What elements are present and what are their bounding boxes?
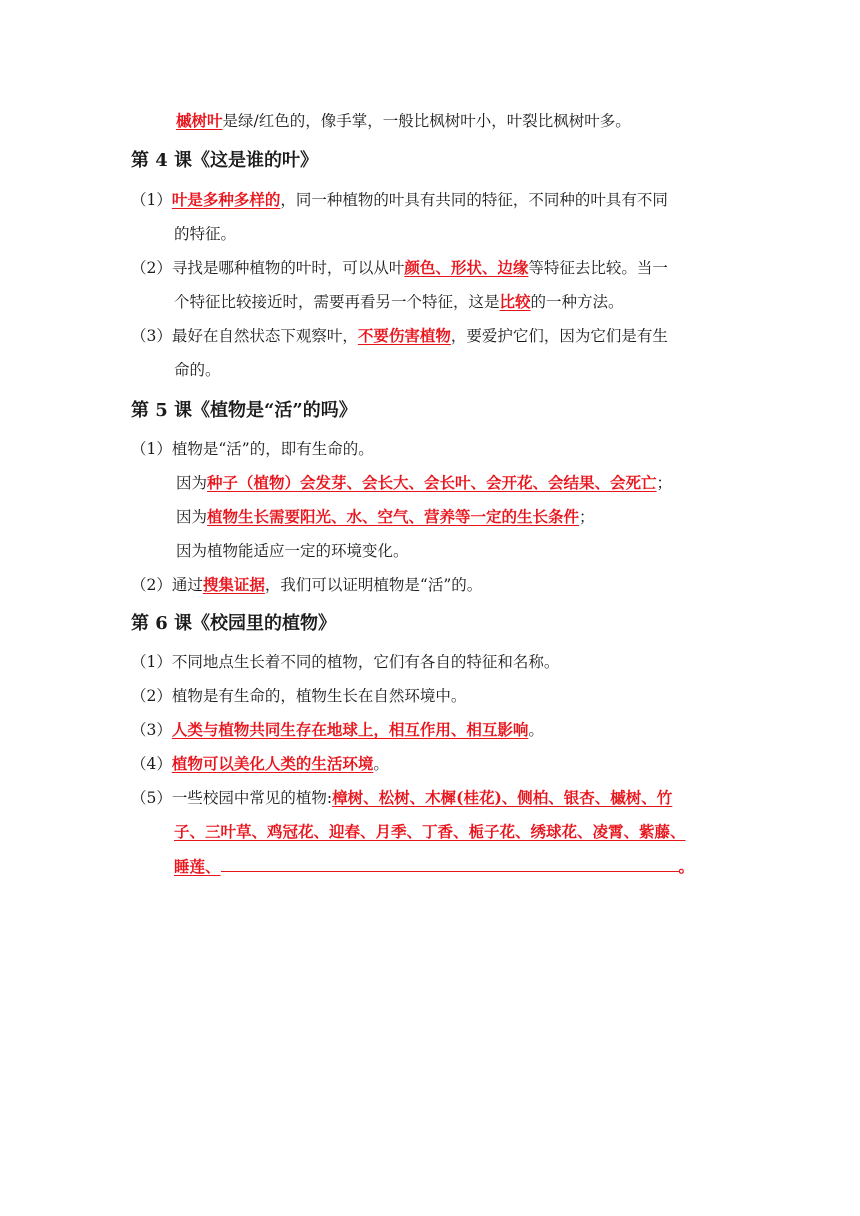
text: ，我们可以证明植物是“活”的。 — [264, 576, 483, 594]
highlight: 槭树叶 — [176, 111, 223, 130]
text: 一些校园中常见的植物: — [171, 789, 333, 807]
lesson6-p4 — [131, 753, 389, 775]
highlight: 不要伤害植物 — [357, 326, 451, 345]
item-number: （1） — [131, 191, 172, 209]
lesson6-title: 第 6 课《校园里的植物》 — [131, 613, 337, 634]
item-number: （2） — [131, 687, 172, 705]
text: 个特征比较接近时，需要再看另一个特征，这是 — [174, 293, 500, 311]
text: 不同地点生长着不同的植物，它们有各自的特征和名称。 — [171, 653, 560, 671]
text: ； — [656, 474, 673, 492]
text: 通过 — [171, 576, 203, 594]
text: 植物是“活”的，即有生命的。 — [171, 440, 374, 458]
highlight: 比较 — [499, 292, 531, 311]
text: ； — [579, 508, 595, 526]
text: 因为 — [176, 508, 208, 526]
lesson4-p3-cont: 命的。 — [174, 361, 221, 379]
lesson5-p2 — [131, 574, 482, 596]
text: 。 — [373, 755, 389, 773]
lesson5-title: 第 5 课《植物是“活”的吗》 — [131, 400, 357, 421]
text: 最好在自然状态下观察叶， — [171, 327, 358, 345]
text: 寻找是哪种植物的叶时，可以从叶 — [171, 259, 405, 277]
text: 因为 — [176, 474, 208, 492]
item-number: （4） — [131, 755, 172, 773]
lesson5-reason-1 — [176, 472, 672, 494]
highlight: 人类与植物共同生存在地球上，相互作用、相互影响 — [171, 720, 529, 739]
text: 的一种方法。 — [530, 293, 624, 311]
highlight: 植物可以美化人类的生活环境 — [171, 754, 374, 773]
highlight: 颜色、形状、边缘 — [404, 258, 529, 277]
lesson6-p5-end — [174, 855, 694, 878]
item-number: （5） — [131, 789, 172, 807]
top-line — [176, 110, 631, 132]
text: 。 — [528, 721, 544, 739]
lesson4-p1 — [131, 189, 668, 211]
highlight: 植物生长需要阳光、水、空气、营养等一定的生长条件 — [207, 507, 580, 526]
lesson6-p3 — [131, 719, 544, 741]
lesson6-p2 — [131, 685, 466, 707]
lesson6-p1 — [131, 651, 559, 673]
lesson4-p2 — [131, 257, 668, 279]
highlight: 搜集证据 — [202, 575, 265, 594]
lesson4-title: 第 4 课《这是谁的叶》 — [131, 150, 319, 171]
item-number: （3） — [131, 721, 172, 739]
item-number: （2） — [131, 259, 172, 277]
item-number: （1） — [131, 653, 172, 671]
lesson4-p2-cont — [174, 291, 624, 313]
lesson6-p5-cont — [174, 821, 686, 843]
item-number: （1） — [131, 440, 172, 458]
lesson6-p5 — [131, 787, 672, 809]
text: ，要爱护它们，因为它们是有生 — [450, 327, 668, 345]
text: 。 — [678, 857, 695, 876]
highlight: 睡莲、 — [174, 857, 221, 876]
lesson5-reason-2 — [176, 506, 595, 528]
highlight: 子、三叶草、鸡冠花、迎春、月季、丁香、栀子花、绣球花、凌霄、紫藤、 — [174, 822, 686, 841]
text: 是绿/红色的，像手掌，一般比枫树叶小，叶裂比枫树叶多。 — [222, 112, 631, 130]
item-number: （3） — [131, 327, 172, 345]
fill-in-blank — [221, 855, 679, 872]
item-number: （2） — [131, 576, 172, 594]
text: ，同一种植物的叶具有共同的特征，不同种的叶具有不同 — [280, 191, 668, 209]
highlight: 种子（植物）会发芽、会长大、会长叶、会开花、会结果、会死亡 — [207, 473, 657, 492]
highlight: 叶是多种多样的 — [171, 190, 281, 209]
lesson4-p1-cont: 的特征。 — [174, 225, 237, 243]
text: 植物是有生命的，植物生长在自然环境中。 — [171, 687, 467, 705]
lesson5-reason-3: 因为植物能适应一定的环境变化。 — [176, 542, 409, 560]
text: 等特征去比较。当一 — [528, 259, 668, 277]
lesson4-p3 — [131, 325, 668, 347]
lesson5-p1 — [131, 438, 374, 460]
highlight: 樟树、松树、木樨(桂花)、侧柏、银杏、槭树、竹 — [332, 788, 673, 807]
